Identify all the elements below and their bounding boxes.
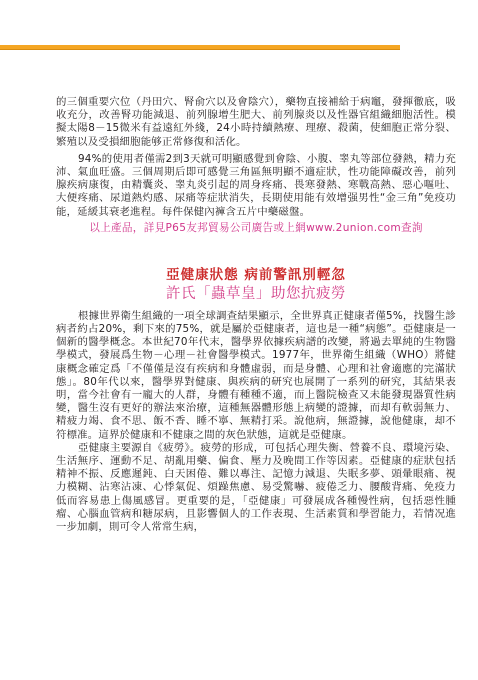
top-orange-bar-shadow xyxy=(0,49,400,50)
feature-paragraph-2: 亞健康主要源自《疲勞》。疲勞的形成，可包括心理失衡、營養不良、環境污染、生活無序、運動不足、胡亂用藥、偏食、壓力及晚間工作等因素。亞健康的症狀包括 精神不振、反應遲鈍、白天困倦、難以專注、記憶力減退、失眠多夢、頭暈眼痛、視力模糊、沾寒沾凍、心悸氣促、煩躁焦慮、易受驚嚇、疲倦乏力、腰酸背痛、免疫力低而容易患上傷風感冒。更重要的是，「亞健康」可發展成各種慢性病，包括惡性腫瘤、心腦血管病和糖尿病，且影響個人的工作表現、生活素質和學習能力，若情况進一步加劇，則可令人常常生病， xyxy=(56,441,456,534)
product-ad-line: 以上產品，詳見P65友邦貿易公司廣告或上網www.2union.com查詢 xyxy=(89,221,423,234)
page-content xyxy=(56,96,456,534)
feature-body xyxy=(56,310,456,534)
top-paragraph-2: 94%的使用者僅需2到3天就可明顯感覺到會陰、小腹、睾丸等部位發熱，精力充沛、氣血旺盛。三個周期后即可感覺三角區無明顯不適症狀，性功能障礙改善，前列腺疾病康復，由精囊炎、睾丸炎引起的周身疼痛、畏寒發熱、寒戰高熱、惡心嘔吐、大便疼痛、尿道熱灼感、尿痛等症狀消失，長期使用能有效增强男性“金三角”免疫功能，延緩其衰老進程。每件保健內褲含五片中藥磁盤。 xyxy=(56,152,456,218)
feature-headline xyxy=(56,266,456,304)
feature-title-line2: 許氏「蟲草皇」助您抗疲勞 xyxy=(166,285,346,302)
feature-paragraph-1: 根據世界衛生組織的一項全球調查結果顯示，全世界真正健康者僅5%，找醫生診病者約占20%，剩下來的75%，就是屬於亞健康者，這也是一種“病態”。亞健康是一個新的醫學概念。本世紀70年代末，醫學界依據疾病譜的改變，將過去單純的生物醫學模式，發展爲生物－心理－社會醫學模式。1977年，世界衛生組織（WHO）將健康概念確定爲「不僅僅是沒有疾病和身體虛弱，而是身體、心理和社會適應的完滿狀態」。80年代以來，醫學界對健康、與疾病的研究也展開了一系列的研究，其結果表明，當今社會有一龐大的人群，身體有種種不適，而上醫院檢查又未能發現器質性病變，醫生沒有更好的辦法來治療，這種無器體形態上病變的證據，而却有軟弱無力、精疲力竭、食不思、飯不香、睡不寧、無精打采。說他病，無證據，說他健康，却不符標准。這界於健康和不健康之間的灰色狀態，這就是亞健康。 xyxy=(56,309,456,441)
feature-title-line1: 亞健康狀態 病前警訊別輕忽 xyxy=(166,266,346,283)
top-paragraph-1: 的三個重要穴位（丹田穴、腎俞穴以及會陰穴），藥物直接補給于病竈，發揮徹底，吸收充分，改善腎功能減退、前列腺增生肥大、前列腺炎以及性器官組織細胞活性。模擬太陽8－15微米有益遠紅外綫，24小時持續熱療、理療、殺菌，使細胞正常分裂、繁殖以及受損細胞能够正常修復和活化。 xyxy=(56,96,456,148)
